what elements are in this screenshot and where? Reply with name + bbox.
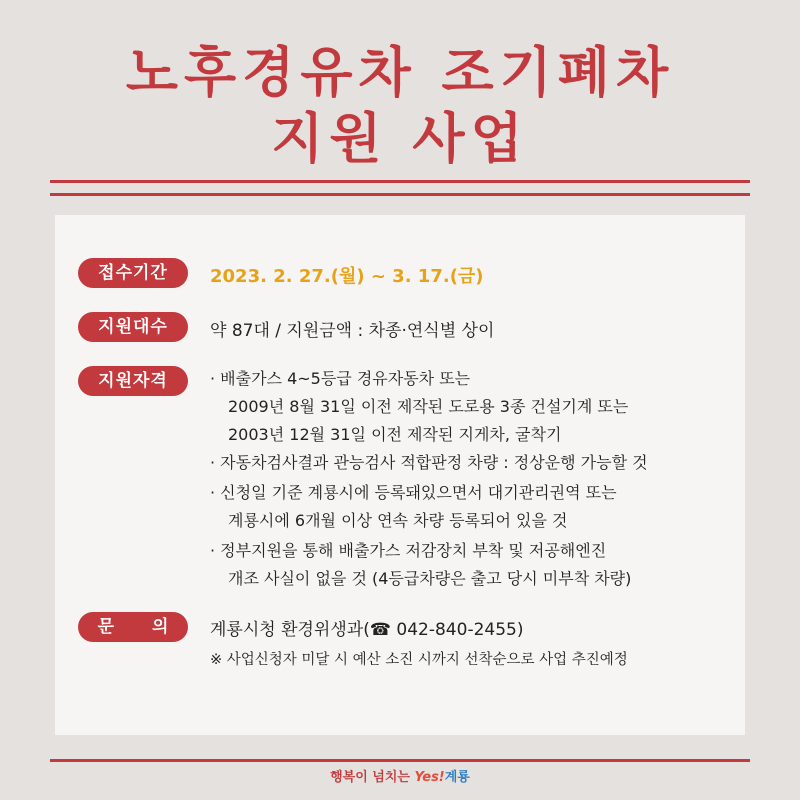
divider-bottom bbox=[50, 759, 750, 762]
eligibility-label: 지원자격 bbox=[78, 366, 188, 396]
logo-yes: Yes! bbox=[414, 770, 445, 785]
page-title-line2: 지원 사업 bbox=[271, 107, 529, 170]
eligibility-line: · 정부지원을 통해 배출가스 저감장치 부착 및 저공해엔진 bbox=[210, 541, 607, 560]
eligibility-line: 개조 사실이 없을 것 (4등급차량은 출고 당시 미부착 차량) bbox=[228, 569, 632, 588]
eligibility-line: 계룡시에 6개월 이상 연속 차량 등록되어 있을 것 bbox=[228, 511, 568, 530]
inquiry-label-b: 의 bbox=[152, 617, 169, 637]
eligibility-line: · 신청일 기준 계룡시에 등록돼있으면서 대기관리권역 또는 bbox=[210, 483, 617, 502]
city-logo bbox=[0, 766, 800, 785]
inquiry-label-a: 문 bbox=[97, 617, 114, 637]
period-label: 접수기간 bbox=[78, 258, 188, 288]
eligibility-line: 2009년 8월 31일 이전 제작된 도로용 3종 건설기계 또는 bbox=[228, 397, 629, 416]
logo-slogan: 행복이 넘치는 bbox=[330, 770, 410, 785]
period-value: 2023. 2. 27.(월) ~ 3. 17.(금) bbox=[210, 266, 484, 287]
count-value: 약 87대 / 지원금액 : 차종·연식별 상이 bbox=[210, 321, 495, 341]
logo-city: 계룡 bbox=[444, 770, 470, 785]
inquiry-value: 계룡시청 환경위생과(☎ 042-840-2455) bbox=[210, 620, 524, 640]
inquiry-label bbox=[78, 612, 188, 642]
count-label: 지원대수 bbox=[78, 312, 188, 342]
divider-top-1 bbox=[50, 180, 750, 183]
page-title-line1: 노후경유차 조기폐차 bbox=[125, 41, 675, 104]
divider-top-2 bbox=[50, 193, 750, 196]
eligibility-line: · 배출가스 4~5등급 경유자동차 또는 bbox=[210, 369, 471, 388]
eligibility-line: · 자동차검사결과 관능검사 적합판정 차량 : 정상운행 가능할 것 bbox=[210, 453, 648, 472]
eligibility-line: 2003년 12월 31일 이전 제작된 지게차, 굴착기 bbox=[228, 425, 562, 444]
inquiry-note: ※ 사업신청자 미달 시 예산 소진 시까지 선착순으로 사업 추진예정 bbox=[210, 652, 628, 668]
